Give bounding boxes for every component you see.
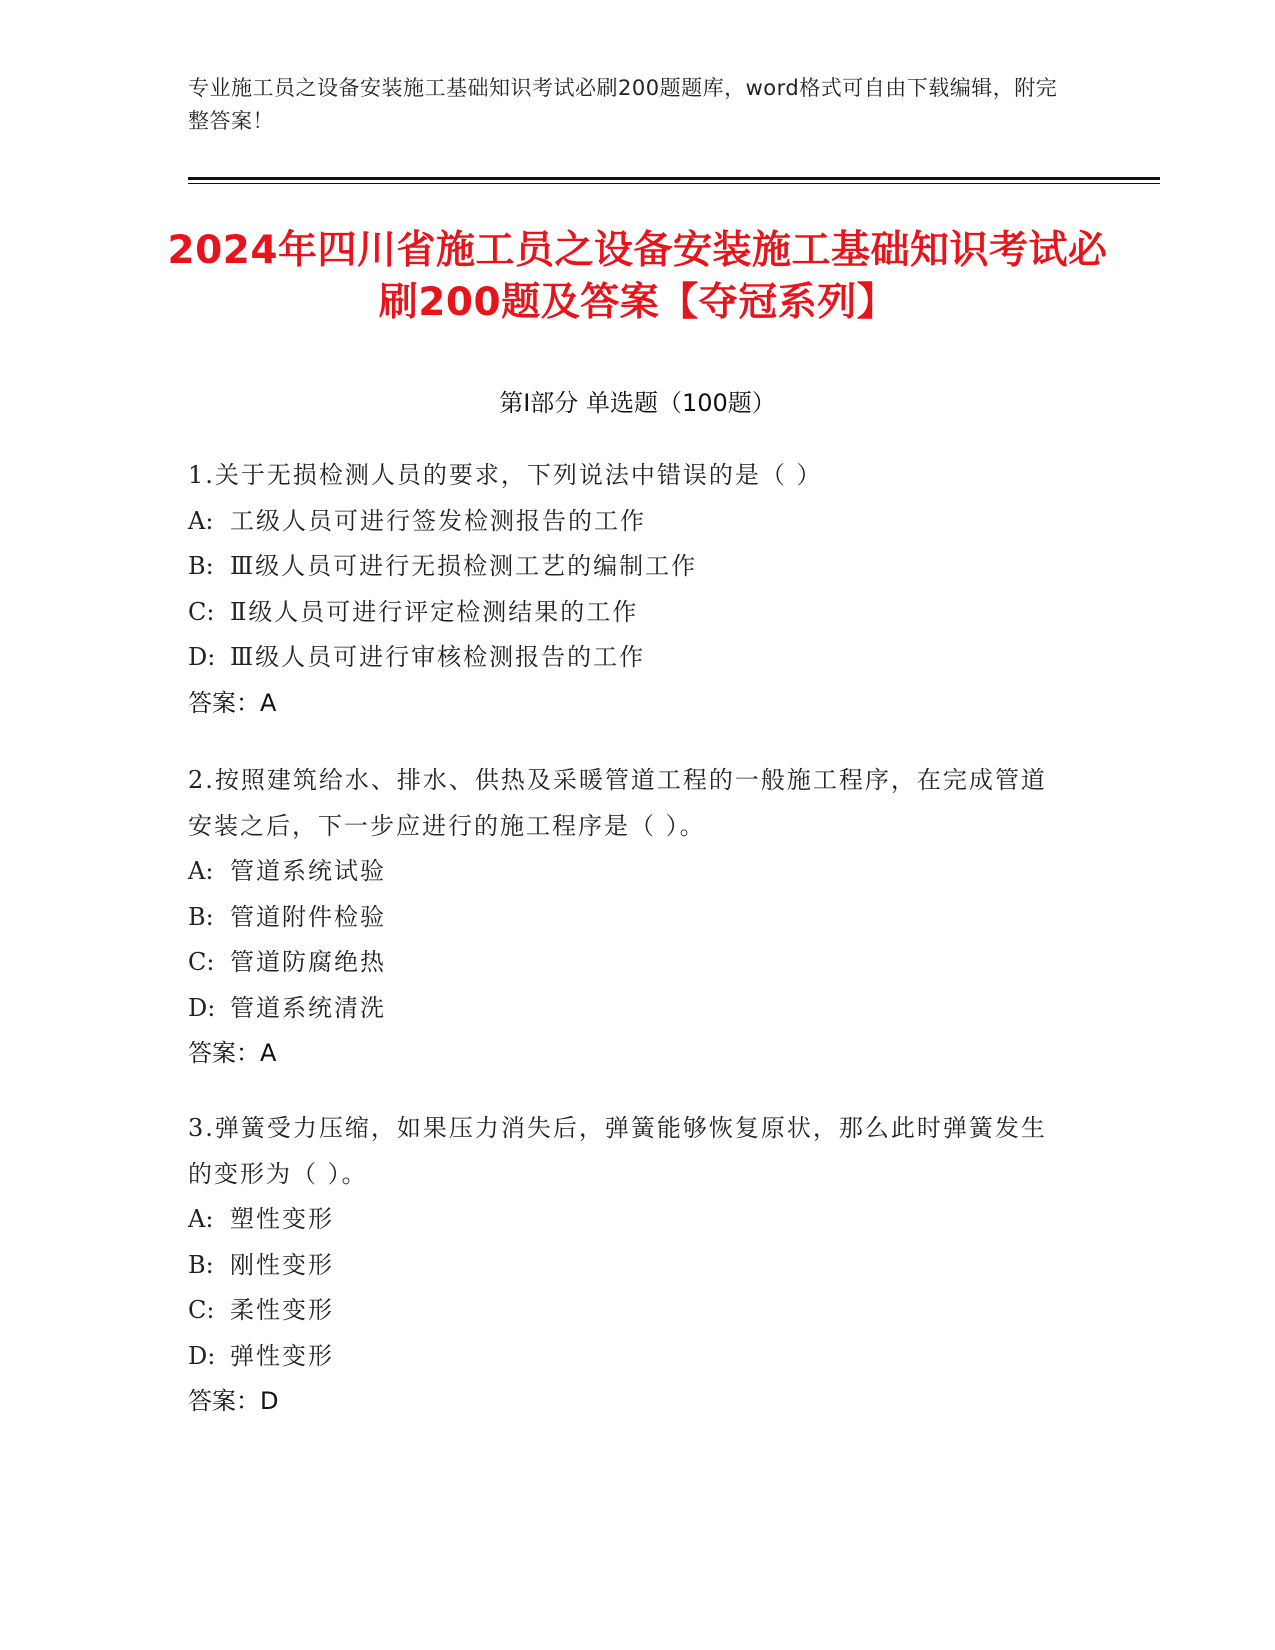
option-c	[188, 940, 1068, 986]
question-1	[188, 453, 1068, 726]
option-letter: C:	[188, 948, 215, 976]
option-text: 柔性变形	[230, 1296, 334, 1324]
option-b	[188, 895, 1068, 941]
option-letter: D:	[188, 643, 216, 671]
option-c	[188, 590, 1068, 636]
option-text: 管道系统试验	[230, 857, 386, 885]
option-d	[188, 635, 1068, 681]
option-a	[188, 849, 1068, 895]
section-heading: 第I部分 单选题（100题）	[499, 389, 776, 417]
option-text: 管道附件检验	[230, 902, 386, 931]
option-letter: B:	[188, 552, 214, 580]
answer-label: 答案：A	[188, 688, 277, 717]
header-rule-thick	[188, 177, 1160, 180]
option-letter: B:	[188, 902, 214, 931]
option-d	[188, 1334, 1068, 1380]
option-text: 刚性变形	[230, 1250, 334, 1279]
question-stem: 2.按照建筑给水、排水、供热及采暖管道工程的一般施工程序，在完成管道安装之后，下一步应进行的施工程序是（ ）。	[188, 766, 1047, 840]
option-text: 工级人员可进行签发检测报告的工作	[230, 506, 646, 535]
option-letter: A:	[188, 506, 214, 535]
option-letter: A:	[188, 857, 214, 885]
option-letter: C:	[188, 597, 215, 626]
option-text: 塑性变形	[230, 1205, 334, 1233]
question-2	[188, 758, 1068, 1077]
answer-label: 答案：D	[188, 1387, 279, 1415]
option-text: 管道系统清洗	[230, 993, 386, 1022]
option-a	[188, 499, 1068, 545]
option-text: Ⅱ级人员可进行评定检测结果的工作	[230, 597, 639, 626]
option-d	[188, 986, 1068, 1032]
document-title: 2024年四川省施工员之设备安装施工基础知识考试必刷200题及答案【夺冠系列】	[167, 228, 1108, 325]
option-a	[188, 1197, 1068, 1243]
option-letter: B:	[188, 1250, 214, 1279]
question-stem: 1.关于无损检测人员的要求，下列说法中错误的是（ ）	[188, 461, 823, 489]
option-text: 管道防腐绝热	[230, 948, 386, 976]
header-note: 专业施工员之设备安装施工基础知识考试必刷200题题库，word格式可自由下载编辑，附完整答案！	[188, 76, 1058, 133]
option-letter: A:	[188, 1205, 214, 1233]
option-b	[188, 1243, 1068, 1289]
header-rule-thin	[188, 183, 1160, 184]
option-text: 弹性变形	[230, 1341, 334, 1370]
question-3	[188, 1106, 1068, 1425]
option-c	[188, 1288, 1068, 1334]
question-stem: 3.弹簧受力压缩，如果压力消失后，弹簧能够恢复原状，那么此时弹簧发生的变形为（ ）。	[188, 1114, 1047, 1188]
option-text: Ⅲ级人员可进行无损检测工艺的编制工作	[230, 552, 698, 580]
option-letter: D:	[188, 1341, 216, 1370]
option-letter: D:	[188, 993, 216, 1022]
answer-label: 答案：A	[188, 1039, 277, 1067]
option-text: Ⅲ级人员可进行审核检测报告的工作	[230, 643, 646, 671]
option-letter: C:	[188, 1296, 215, 1324]
option-b	[188, 544, 1068, 590]
